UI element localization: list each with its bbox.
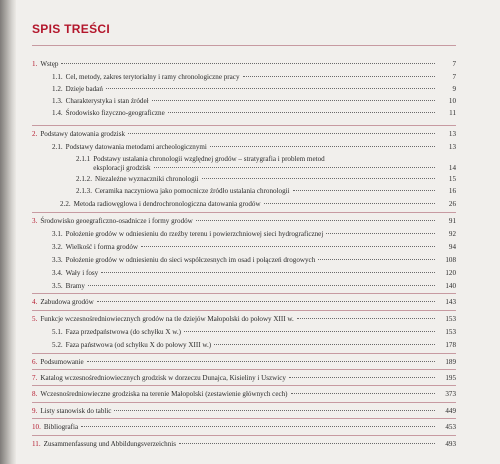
toc-entry-number: 5.1.	[52, 328, 63, 336]
toc-entry	[52, 243, 456, 252]
toc-entry-number: 2.1.1	[76, 155, 91, 163]
toc-entry-page: 92	[448, 230, 456, 238]
toc-entry-label: Wstęp	[40, 60, 59, 68]
dot-leader	[101, 272, 435, 273]
divider	[32, 45, 456, 46]
toc-entry-label: Funkcje wczesnośredniowiecznych grodów na tle dziejów Małopolski do połowy XIII w.	[40, 315, 294, 323]
toc-entry-label: Listy stanowisk do tablic	[40, 407, 112, 415]
dot-leader	[196, 220, 435, 221]
toc-entry-page: 153	[445, 328, 456, 336]
toc-entry	[32, 217, 456, 226]
toc-entry-number: 3.5.	[52, 282, 63, 290]
toc-entry-label: Wczesnośredniowieczne grodziska na terenie Małopolski (zestawienie głównych cech)	[40, 390, 288, 398]
section-divider	[32, 385, 456, 386]
dot-leader	[264, 203, 435, 204]
section-divider	[32, 212, 456, 213]
toc-entry-label: Środowisko geoegraficzno-osadnicze i formy grodów	[40, 217, 193, 225]
toc-entry-label: Katalog wczesnośredniowiecznych grodzisk w dorzeczu Dunajca, Kisieliny i Uszwicy	[40, 374, 286, 382]
dot-leader	[202, 178, 435, 179]
dot-leader	[61, 63, 435, 64]
toc-entry-page: 15	[448, 175, 456, 183]
toc-entry-page: 14	[448, 163, 456, 172]
dot-leader	[168, 112, 435, 113]
dot-leader	[106, 88, 435, 89]
toc-entry-number: 1.1.	[52, 73, 63, 81]
toc-entry-label: Środowisko fizyczno-geograficzne	[65, 109, 165, 117]
dot-leader	[152, 100, 435, 101]
toc-entry	[76, 187, 456, 196]
dot-leader	[88, 285, 435, 286]
toc-entry	[32, 315, 456, 324]
toc-entry-number: 3.1.	[52, 230, 63, 238]
dot-leader	[326, 233, 435, 234]
toc-entry-label: Ceramika naczyniowa jako pomocnicze źródło ustalania chronologii	[94, 187, 290, 195]
toc-entry	[76, 175, 456, 184]
toc-entry-page: 11	[449, 109, 456, 117]
toc-entry	[32, 374, 456, 383]
toc-entry	[76, 155, 456, 172]
section-divider	[32, 310, 456, 311]
toc-entry-number: 3.3.	[52, 256, 63, 264]
dot-leader	[214, 344, 435, 345]
dot-leader	[293, 190, 435, 191]
toc-entry	[52, 97, 456, 106]
toc-entry-number: 3.	[32, 217, 38, 225]
toc-entry-number: 4.	[32, 298, 38, 306]
toc-entry-page: 449	[445, 407, 456, 415]
toc-entry-number: 2.1.	[52, 143, 63, 151]
toc-entry-number: 1.	[32, 60, 38, 68]
toc-entry	[52, 73, 456, 82]
toc-entry	[32, 358, 456, 367]
toc-entry-page: 7	[452, 60, 456, 68]
toc-entry-page: 108	[445, 256, 456, 264]
toc-entry-number: 2.	[32, 130, 38, 138]
section-divider	[32, 353, 456, 354]
toc-entry-number: 7.	[32, 374, 38, 382]
dot-leader	[87, 361, 435, 362]
dot-leader	[210, 146, 435, 147]
toc-entry	[52, 256, 456, 265]
toc-entry-page: 120	[445, 269, 456, 277]
dot-leader	[289, 377, 435, 378]
toc-entry	[32, 130, 456, 139]
toc-entry-page: 453	[445, 423, 456, 431]
dot-leader	[291, 393, 435, 394]
dot-leader	[184, 331, 435, 332]
toc-entry-label-continued: eksploracji grodzisk	[93, 163, 151, 172]
dot-leader	[114, 410, 435, 411]
toc-entry-label: Faza przedpaństwowa (do schyłku X w.)	[65, 328, 182, 336]
toc-entry-number: 9.	[32, 407, 38, 415]
toc-entry	[32, 440, 456, 449]
toc-entry	[52, 328, 456, 337]
dot-leader	[154, 167, 435, 168]
toc-entry	[52, 109, 456, 118]
toc-entry-label: Zabudowa grodów	[40, 298, 94, 306]
toc-entry-number: 5.	[32, 315, 38, 323]
toc-entry-page: 13	[448, 130, 456, 138]
toc-entry-page: 493	[445, 440, 456, 448]
dot-leader	[243, 76, 435, 77]
toc-entry	[52, 143, 456, 152]
toc-entry-page: 16	[448, 187, 456, 195]
toc-entry-page: 7	[452, 73, 456, 81]
toc-entry-label: Dzieje badań	[65, 85, 103, 93]
toc-entry-label: Podstawy datowania grodzisk	[40, 130, 126, 138]
toc-entry-label: Podsumowanie	[40, 358, 84, 366]
toc-entry-label: Podstawy ustalania chronologii względnej grodów – stratygrafia i problem metod	[93, 155, 325, 163]
toc-entry-number: 6.	[32, 358, 38, 366]
toc-entry-page: 178	[445, 341, 456, 349]
toc-entry-page: 140	[445, 282, 456, 290]
toc-entry-page: 195	[445, 374, 456, 382]
toc-entry-label: Bibliografia	[43, 423, 79, 431]
toc-entry-label: Zusammenfassung und Abbildungsverzeichnis	[43, 440, 177, 448]
toc-entry-label: Wielkość i forma grodów	[65, 243, 139, 251]
toc-entry-number: 5.2.	[52, 341, 63, 349]
toc-entry-page: 143	[445, 298, 456, 306]
toc-entry-page: 13	[448, 143, 456, 151]
section-divider	[32, 418, 456, 419]
toc-entry	[60, 200, 456, 209]
toc-entry-label: Bramy	[65, 282, 85, 290]
toc-entry-page: 373	[445, 390, 456, 398]
toc-entry	[32, 390, 456, 399]
toc-entry-number: 2.1.3.	[76, 187, 92, 195]
toc-entry-label: Cel, metody, zakres terytorialny i ramy chronologiczne pracy	[65, 73, 240, 81]
toc-entry-label: Wały i fosy	[65, 269, 99, 277]
toc-entry	[52, 341, 456, 350]
toc-entry-number: 2.1.2.	[76, 175, 92, 183]
toc-entry-page: 10	[448, 97, 456, 105]
dot-leader	[318, 259, 435, 260]
toc-entry-number: 2.2.	[60, 200, 71, 208]
toc-entry	[52, 269, 456, 278]
toc-entry-page: 153	[445, 315, 456, 323]
toc-entry-label: Położenie grodów w odniesieniu do sieci współczesnych im osad i połączeń drogowych	[65, 256, 316, 264]
dot-leader	[179, 443, 435, 444]
toc-entry-number: 3.4.	[52, 269, 63, 277]
toc-entry-label: Faza państwowa (od schyłku X do połowy XIII w.)	[65, 341, 212, 349]
dot-leader	[81, 426, 435, 427]
book-spine-shadow	[0, 0, 16, 464]
dot-leader	[141, 246, 435, 247]
toc-entry-number: 1.3.	[52, 97, 63, 105]
toc-entry-label: Podstawy datowania metodami archeologicznymi	[65, 143, 207, 151]
toc-entry-page: 189	[445, 358, 456, 366]
dot-leader	[128, 133, 435, 134]
toc-entry-number: 11.	[32, 440, 41, 448]
dot-leader	[297, 318, 435, 319]
toc-entry-label: Charakterystyka i stan źródeł	[65, 97, 149, 105]
toc-entry	[52, 230, 456, 239]
toc-entry	[32, 423, 456, 432]
page-title: SPIS TREŚCI	[32, 22, 110, 36]
dot-leader	[97, 301, 435, 302]
section-divider	[32, 293, 456, 294]
toc-entry-number: 8.	[32, 390, 38, 398]
toc-entry-number: 3.2.	[52, 243, 63, 251]
toc-entry-number: 1.2.	[52, 85, 63, 93]
toc-entry-label: Położenie grodów w odniesieniu do rzeźby terenu i powierzchniowej sieci hydrograficznej	[65, 230, 324, 238]
toc-entry-number: 10.	[32, 423, 41, 431]
toc-page	[16, 0, 500, 464]
toc-entry	[32, 407, 456, 416]
toc-entry-label: Metoda radiowęglowa i dendrochronologiczna datowania grodów	[73, 200, 261, 208]
section-divider	[32, 402, 456, 403]
toc-entry-number: 1.4.	[52, 109, 63, 117]
toc-entry	[32, 60, 456, 69]
section-divider	[32, 369, 456, 370]
toc-entry-page: 9	[452, 85, 456, 93]
section-divider	[32, 125, 456, 126]
toc-entry	[32, 298, 456, 307]
section-divider	[32, 435, 456, 436]
toc-entry-page: 91	[448, 217, 456, 225]
toc-entry	[52, 85, 456, 94]
toc-entry-label: Niezależne wyznaczniki chronologii	[94, 175, 199, 183]
toc-entry-page: 94	[448, 243, 456, 251]
toc-entry	[52, 282, 456, 291]
toc-entry-page: 26	[448, 200, 456, 208]
